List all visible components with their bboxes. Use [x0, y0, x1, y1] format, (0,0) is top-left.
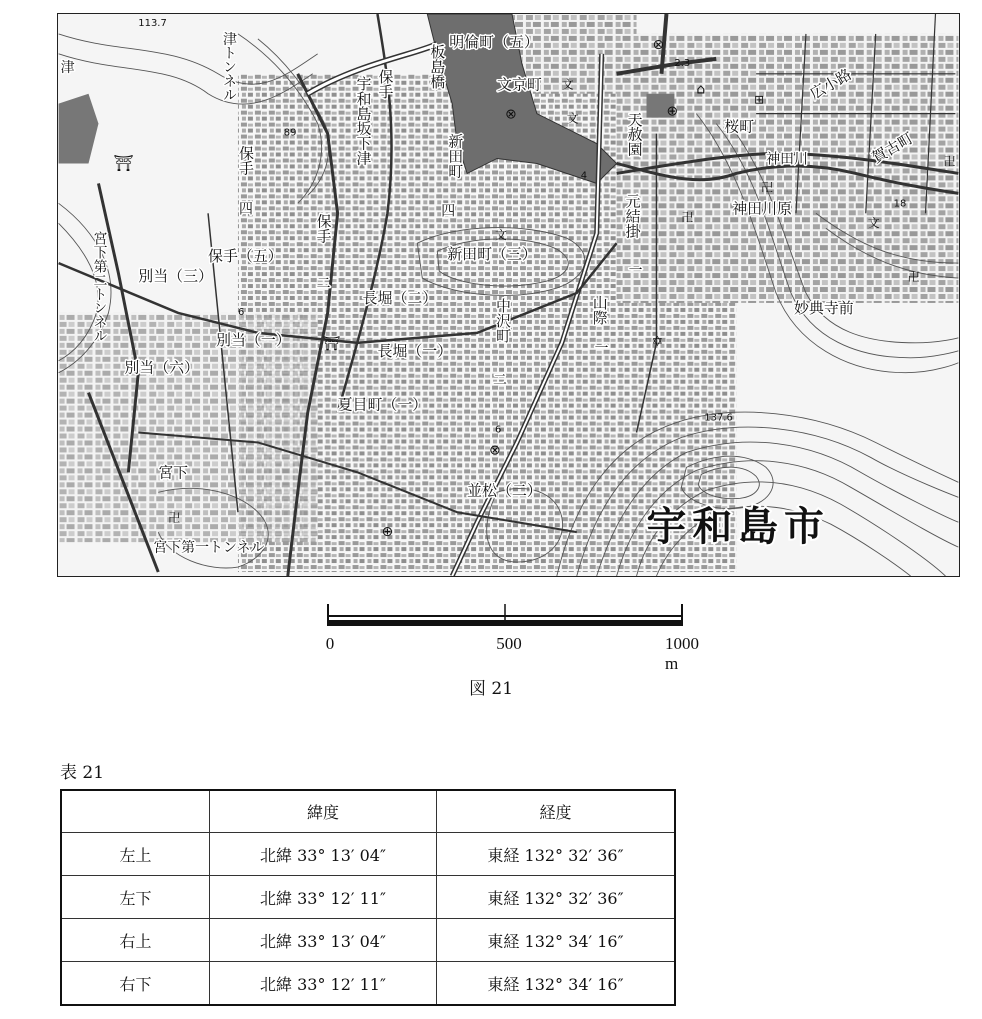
- police-symbol: ⊗: [505, 106, 517, 123]
- city-name-label: 宇和島市: [646, 504, 830, 551]
- school-symbol: 文: [561, 77, 574, 92]
- place-label-namimatsu: 並松（二）: [467, 481, 542, 500]
- place-label-miyashita-tunnel-1: 宮下第一トンネル: [153, 540, 265, 557]
- place-label-hote: 保手: [376, 68, 395, 99]
- museum-symbol: ⌂: [696, 81, 706, 98]
- place-label-shinden-yon: 四: [441, 203, 456, 220]
- longitude-cell: 東経 132° 32′ 36″: [437, 876, 676, 919]
- spot-height-label: 89: [283, 127, 297, 139]
- place-label-nagahori-ichi: 長堀（一）: [377, 341, 453, 360]
- hospital-symbol: ⊞: [754, 92, 765, 107]
- temple-symbol: 卍: [907, 270, 920, 285]
- place-label-hote-go: 保手（五）: [208, 247, 283, 266]
- latitude-cell: 北緯 33° 13′ 04″: [210, 919, 437, 962]
- place-label-hote-area: 保手: [236, 145, 255, 176]
- place-label-kamotagawara: 神田川原: [732, 199, 792, 218]
- table-row: [61, 919, 675, 962]
- place-label-natsume: 夏目町（一）: [337, 395, 428, 414]
- table-row: [61, 876, 675, 919]
- place-label-motoyuikake-ichi: 一: [628, 263, 643, 280]
- table-row: [61, 833, 675, 876]
- scale-label-500: 500: [496, 634, 522, 653]
- place-label-meirin: 明倫町（五）: [449, 32, 539, 51]
- spot-height-label: 6: [495, 424, 502, 436]
- place-label-miyashita: 宮下: [158, 463, 189, 482]
- temple-symbol: 卍: [943, 154, 956, 169]
- spot-height-label: 113.7: [138, 17, 167, 29]
- post-office-symbol: ⊕: [381, 524, 394, 541]
- place-label-betto-roku: 別当（六）: [124, 358, 200, 377]
- table-header-corner: [61, 790, 210, 833]
- spot-height-label: 18: [893, 198, 907, 210]
- place-label-hirokoji: 広小路: [806, 65, 855, 104]
- spot-height-label: 2.3: [674, 57, 691, 69]
- school-symbol: 文: [495, 228, 508, 243]
- longitude-cell: 東経 132° 34′ 16″: [437, 919, 676, 962]
- place-label-tsu-tunnel: 津トンネル: [219, 31, 236, 102]
- place-label-kamotagawa: 神田川: [766, 151, 808, 168]
- scale-bar: [320, 598, 740, 673]
- topographic-map: [57, 13, 960, 577]
- place-label-hote-ni-num: 二: [316, 276, 331, 293]
- place-label-nishikicho: 賀古町: [868, 128, 917, 167]
- longitude-cell: 東経 132° 34′ 16″: [437, 962, 676, 1006]
- place-label-tenshaen: 天赦園: [625, 111, 644, 157]
- table-caption: 表 21: [60, 763, 105, 783]
- spot-height-label: 4: [580, 170, 588, 182]
- post-office-symbol: ⊕: [666, 103, 679, 120]
- temple-symbol: 卍: [761, 180, 774, 195]
- table-header-latitude: 緯度: [210, 790, 437, 833]
- scale-label-0: 0: [325, 634, 335, 653]
- scale-label-1000: 1000 m: [665, 634, 699, 673]
- place-label-betto-san: 別当（三）: [138, 267, 214, 286]
- figure-caption: 図 21: [468, 679, 514, 699]
- table-header-row: [61, 790, 675, 833]
- shrine-symbol: ⛩: [113, 153, 134, 173]
- table-header-longitude: 経度: [437, 790, 676, 833]
- corner-cell: 右下: [61, 962, 210, 1006]
- place-label-myotenji: 妙典寺前: [793, 298, 854, 317]
- place-label-hote-yon: 四: [238, 201, 253, 218]
- spot-height-label: 6: [237, 306, 245, 318]
- table-row: [61, 962, 675, 1006]
- place-label-shinden-san: 新田町（三）: [447, 245, 537, 264]
- latitude-cell: 北緯 33° 13′ 04″: [210, 833, 437, 876]
- spot-height-label: 137.6: [704, 412, 733, 424]
- place-label-motoyuikake: 元結掛: [623, 193, 642, 239]
- corner-cell: 右上: [61, 919, 210, 962]
- school-symbol: 文: [566, 111, 579, 126]
- place-label-sakuramachi: 桜町: [724, 117, 755, 136]
- place-label-shinden: 新田町: [446, 133, 465, 179]
- place-label-nakazawa: 中沢町: [494, 297, 513, 343]
- corner-cell: 左上: [61, 833, 210, 876]
- coordinates-table: [60, 789, 676, 1006]
- place-label-yamagiwa-ichi: 一: [594, 340, 609, 357]
- place-label-betto-ichi: 別当（一）: [216, 330, 291, 349]
- place-label-nagahori-ni: 長堀（二）: [362, 288, 438, 307]
- place-label-nakazawa-ni: 二: [493, 372, 507, 389]
- temple-symbol: 卍: [681, 210, 694, 225]
- place-label-miyashita-tunnel-2: 宮下第二トンネル: [90, 231, 107, 343]
- shrine-symbol: ⛩: [322, 335, 341, 352]
- place-label-uwajimasaka: 宇和島坂下津: [354, 75, 373, 166]
- power-station-symbol: ✡: [651, 333, 664, 350]
- place-label-yamagiwa: 山際: [590, 295, 609, 325]
- latitude-cell: 北緯 33° 12′ 11″: [210, 962, 437, 1006]
- longitude-cell: 東経 132° 32′ 36″: [437, 833, 676, 876]
- place-label-itashimabashi: 板島橋: [428, 43, 447, 89]
- corner-cell: 左下: [61, 876, 210, 919]
- school-symbol: 文: [867, 216, 880, 231]
- place-label-bunkyo: 文京町: [497, 75, 542, 94]
- latitude-cell: 北緯 33° 12′ 11″: [210, 876, 437, 919]
- scale-bar-graphic: [320, 598, 740, 632]
- police-symbol: ⊗: [489, 442, 501, 459]
- temple-symbol: 卍: [168, 511, 181, 526]
- place-label-hote-ni: 保手: [314, 213, 333, 244]
- place-label-tsu: 津: [60, 59, 75, 76]
- police-symbol: ⊗: [652, 36, 665, 53]
- map-canvas: [58, 14, 959, 576]
